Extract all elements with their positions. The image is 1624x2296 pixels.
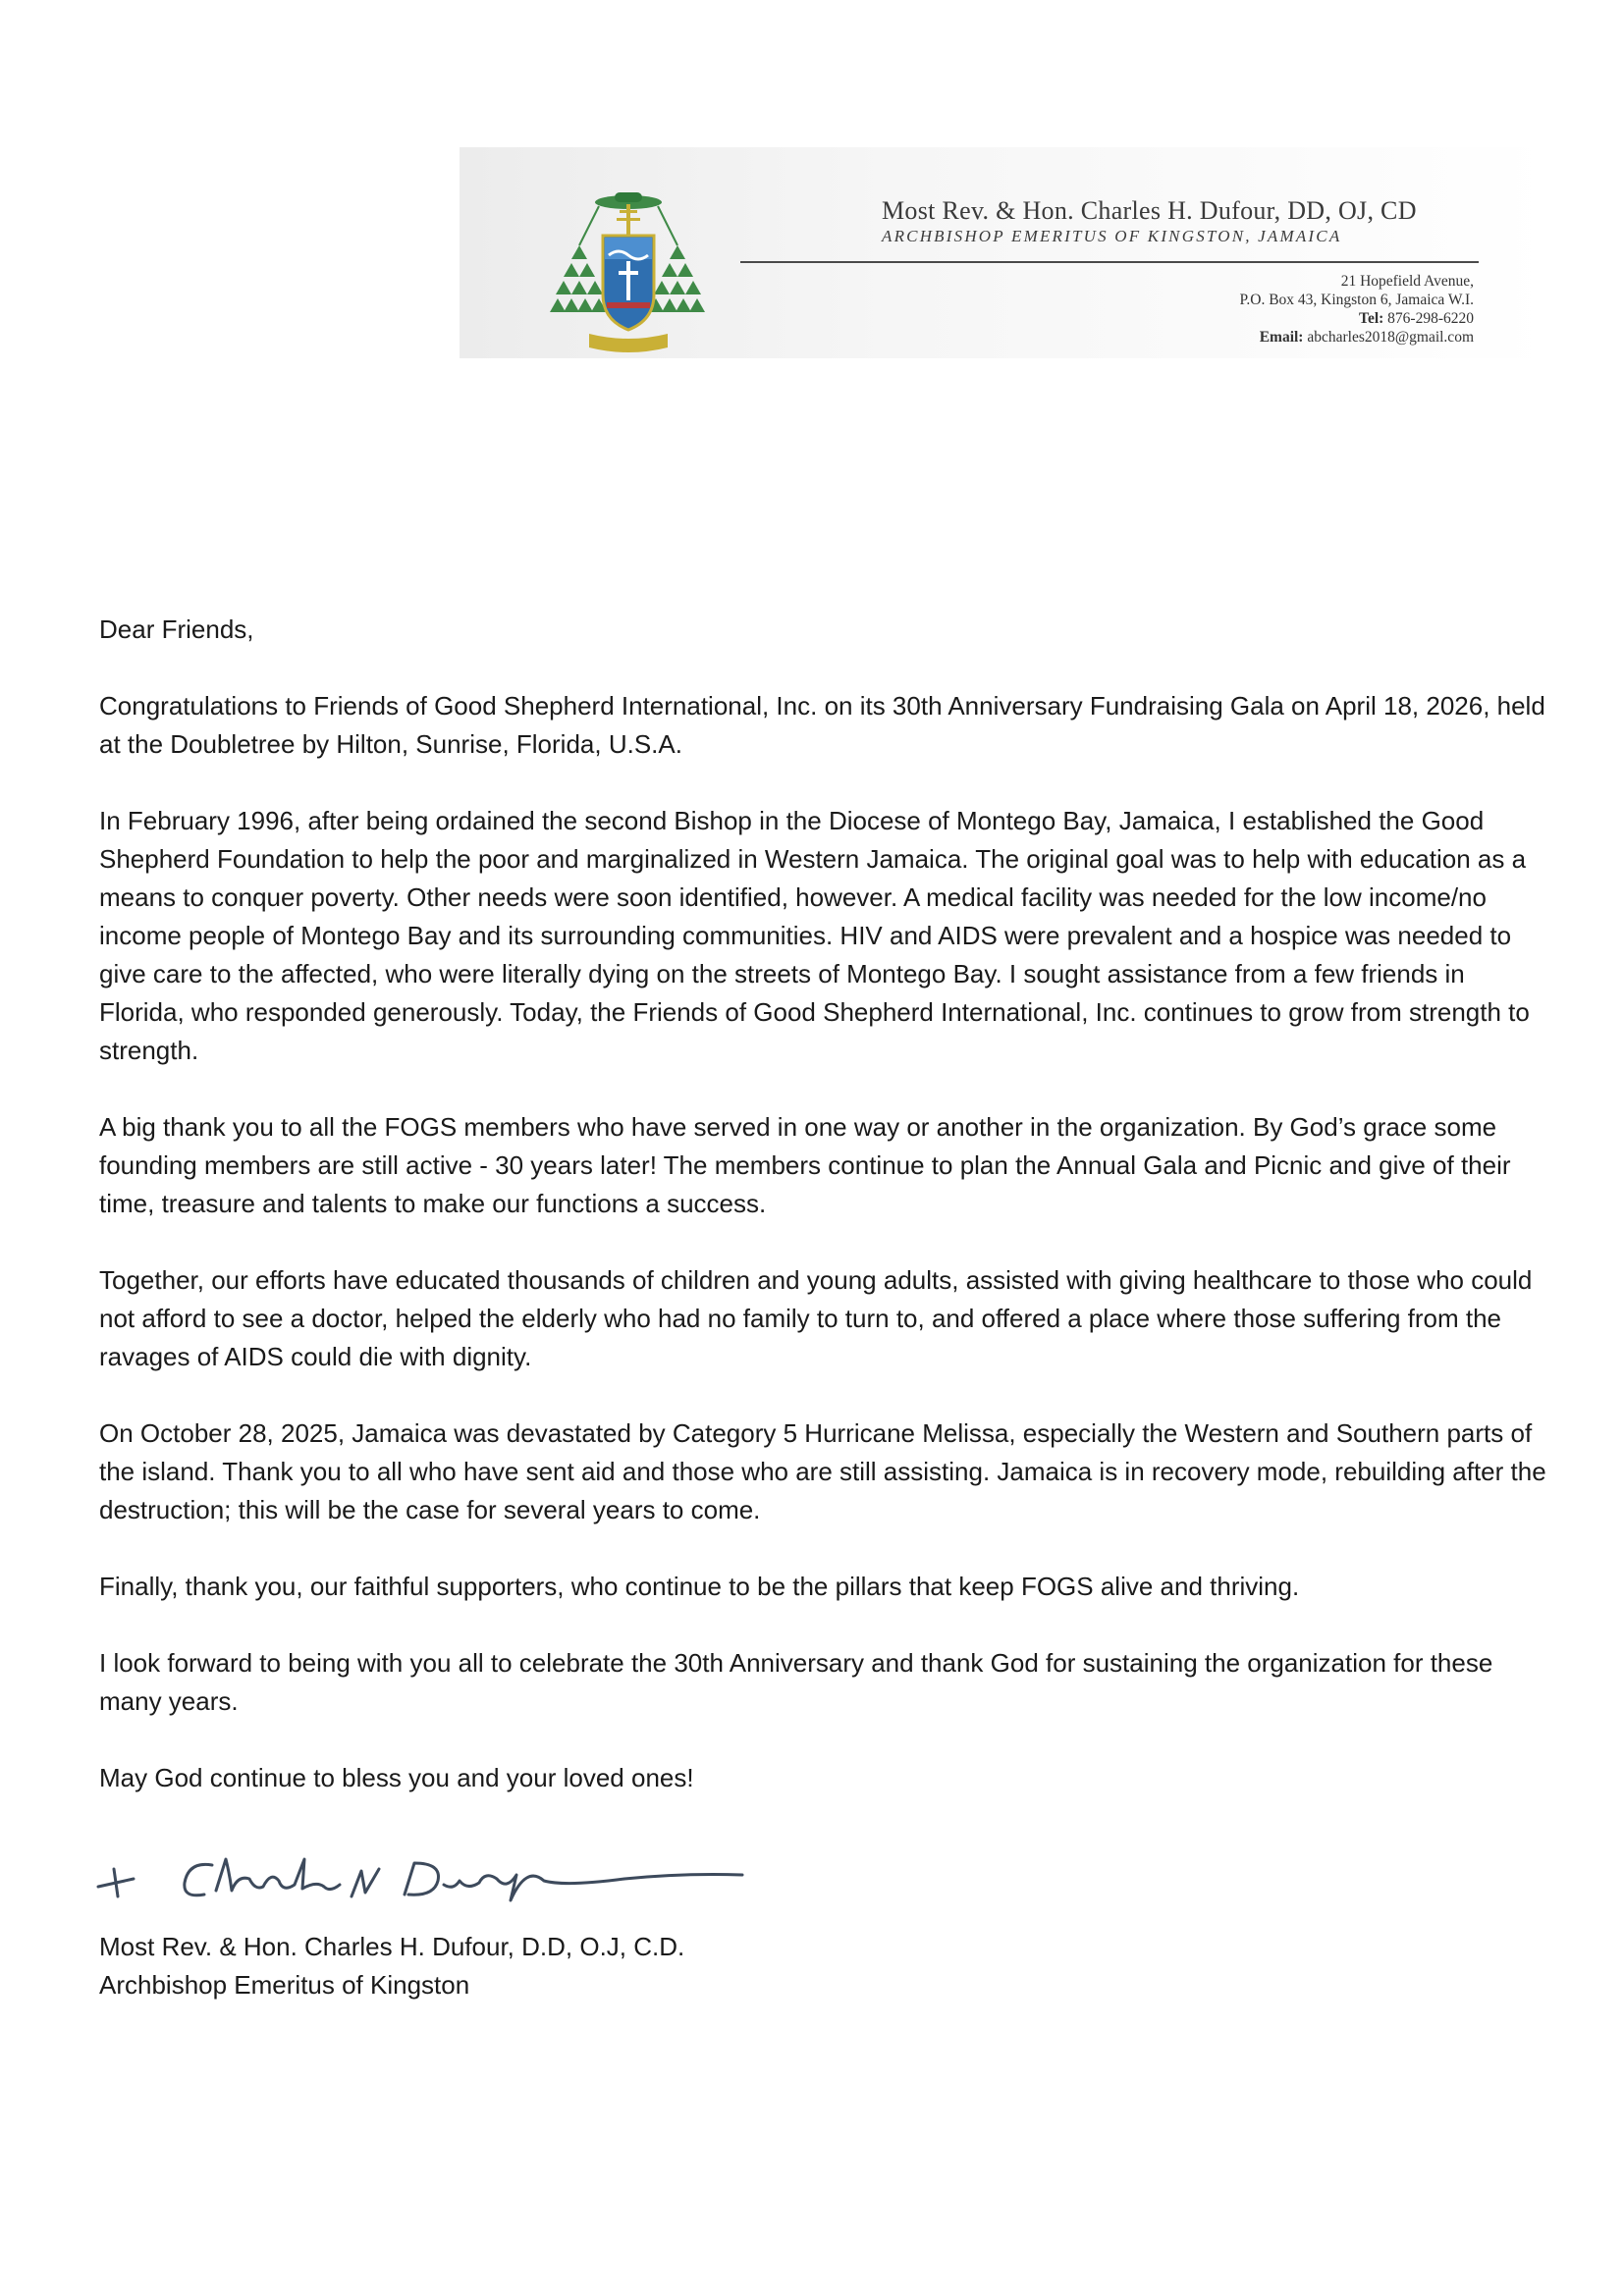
address-line-2: P.O. Box 43, Kingston 6, Jamaica W.I.: [1239, 292, 1474, 308]
letter-body: [99, 611, 1552, 1836]
email-label: Email:: [1259, 329, 1304, 346]
paragraph-history: In February 1996, after being ordained the second Bishop in the Diocese of Montego Bay, Jamaica, I established the Good Shepherd Foundation to help the poor and marginalized in Western Jamaica. The original goal was to help with education as a means to conquer poverty. Other needs were soon identified, however. A medical facility was needed for the low income/no income people of Montego Bay and its surrounding communities. HIV and AIDS were prevalent and a hospice was needed to give care to the affected, who were literally dying on the streets of Montego Bay. I sought assistance from a few friends in Florida, who responded generously. Today, the Friends of Good Shepherd International, Inc. continues to grow from strength to strength.: [99, 806, 1530, 1065]
paragraph-supporters: Finally, thank you, our faithful supporters, who continue to be the pillars that keep FOGS alive and thriving.: [99, 1572, 1300, 1601]
coat-of-arms-icon: [550, 187, 707, 358]
letterhead-title: ARCHBISHOP EMERITUS OF KINGSTON, JAMAICA: [882, 227, 1342, 245]
closing-block: [99, 1928, 684, 2004]
paragraph-congratulations: Congratulations to Friends of Good Shepherd International, Inc. on its 30th Anniversary Fundraising Gala on April 18, 2026, held at the Doubletree by Hilton, Sunrise, Florida, U.S.A.: [99, 691, 1545, 759]
letterhead-divider: [740, 261, 1479, 263]
salutation: Dear Friends,: [99, 614, 254, 644]
address-line-1: 21 Hopefield Avenue,: [1340, 273, 1474, 290]
paragraph-blessing: May God continue to bless you and your loved ones!: [99, 1763, 694, 1792]
email: [1239, 328, 1474, 347]
handwritten-signature: [94, 1836, 811, 1914]
email-value: abcharles2018@gmail.com: [1307, 329, 1474, 346]
letterhead-name: Most Rev. & Hon. Charles H. Dufour, DD, OJ, CD: [882, 196, 1417, 225]
paragraph-efforts: Together, our efforts have educated thousands of children and young adults, assisted with giving healthcare to those who could not afford to see a doctor, helped the elderly who had no family to turn to, and offered a place where those suffering from the ravages of AIDS could die with dignity.: [99, 1265, 1533, 1371]
paragraph-thanks-members: A big thank you to all the FOGS members who have served in one way or another in the organization. By God’s grace some founding members are still active - 30 years later! The members continue to plan the Annual Gala and Picnic and give of their time, treasure and talents to make our functions a success.: [99, 1112, 1511, 1218]
closing-title: Archbishop Emeritus of Kingston: [99, 1970, 470, 2000]
closing-name: Most Rev. & Hon. Charles H. Dufour, D.D, O.J, C.D.: [99, 1932, 685, 1961]
paragraph-anniversary: I look forward to being with you all to celebrate the 30th Anniversary and thank God for sustaining the organization for these many years.: [99, 1648, 1493, 1716]
tel-value: 876-298-6220: [1387, 310, 1474, 327]
tel-label: Tel:: [1359, 310, 1384, 327]
paragraph-hurricane: On October 28, 2025, Jamaica was devastated by Category 5 Hurricane Melissa, especially the Western and Southern parts of the island. Thank you to all who have sent aid and those who are still assisting. Jamaica is in recovery mode, rebuilding after the destruction; this will be the case for several years to come.: [99, 1418, 1546, 1524]
telephone: [1239, 309, 1474, 328]
letterhead-address: [1239, 272, 1474, 347]
